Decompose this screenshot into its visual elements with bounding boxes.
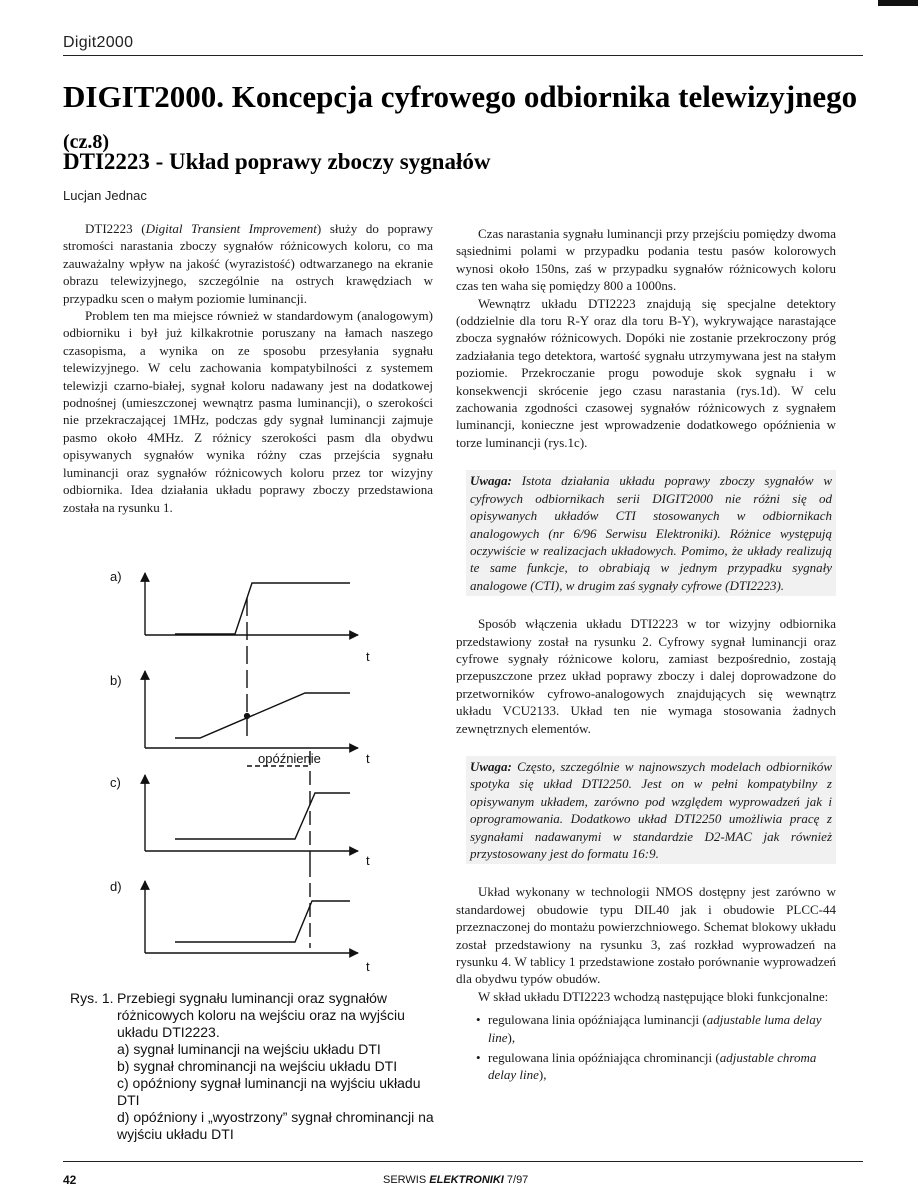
paragraph: Układ wykonany w technologii NMOS dostępny jest zarówno w standardowej obudowie typu DIL40 jak i obudowie PLCC-44 przeznaczonej do montażu powierzchniowego. Schemat blokowy układu został przedstawiony na rysunku 3, zaś rozkład wyprowadzeń na rysunku 4. W tablicy 1 przedstawione zostało porównanie wyprowadzeń dla obydwu typów obudów. (456, 884, 836, 987)
signal-d (175, 901, 350, 942)
footer-magazine (383, 1174, 528, 1186)
bullet: • (476, 1012, 481, 1028)
paragraph: Wewnątrz układu DTI2223 znajdują się specjalne detektory (oddzielnie dla toru R-Y oraz dla toru B-Y), wykrywające narastające zbocza sygnałów różnicowych. Dopóki nie zostanie przekroczony próg zadziałania tego detektora, wartość sygnału utrzymywana jest na stałym poziomie. Przekroczanie progu powoduje skok sygnału i w konsekwencji skrócenie jego czasu narastania (rys.1d). W celu zachowania zgodności czasowej sygnałów różnicowych z sygnałem luminancji, konieczne jest wprowadzenie dodatkowego opóźnienia w torze luminancji (rys.1c). (456, 295, 836, 450)
signal-c (175, 793, 350, 839)
title-main: DIGIT2000. Koncepcja cyfrowego odbiornika telewizyjnego (63, 79, 858, 114)
caption-item: c) opóźniony sygnał luminancji na wyjściu układu DTI (117, 1075, 421, 1108)
p1-rest: ) służy do poprawy stromości narastania zboczy sygnałów różnicowych koloru, co ma zauważalny wpływ na jakość (wyrazistość) odtwarzanego na ekranie obrazu telewizyjnego, szczególnie na ostrych krawędziach w przypadku scen o małym poziomie luminancji. (63, 221, 433, 306)
signal-a (175, 583, 350, 634)
figure-1 (100, 563, 390, 983)
figure-1-diagram (100, 563, 390, 983)
note-label: Uwaga: (470, 473, 512, 489)
note-label: Uwaga: (470, 758, 512, 774)
figure-caption (70, 990, 440, 1143)
paragraph: Sposób włączenia układu DTI2223 w tor wizyjny odbiornika przedstawiony został na rysunku 2. Cyfrowy sygnał luminancji oraz cyfrowe sygnały różnicowe koloru, zamiast bezpośrednio, zostają przepuszczone przez układ poprawy zboczy i dalej doprowadzone do przetworników cyfrowo-analogowych znajdujących się wewnątrz układu VCU2133. Układ ten nie wymaga stosowania żadnych zewnętrznych elementów. (456, 616, 836, 736)
list-text: regulowana linia opóźniająca chrominancji ( (488, 1050, 720, 1066)
label-b: b) (110, 673, 122, 688)
caption-text: Przebiegi sygnału luminancji oraz sygnałów różnicowych koloru na wejściu oraz na wyjściu układu DTI2223. (117, 990, 405, 1040)
mag-name: SERWIS (383, 1174, 427, 1186)
list-item (478, 1011, 836, 1046)
list-italic: adjustable luma delay line (488, 1012, 822, 1045)
t-label-d: t (366, 959, 370, 974)
caption-item: b) sygnał chrominancji na wejściu układu DTI (117, 1058, 398, 1074)
caption-item: d) opóźniony i „wyostrzony” sygnał chrominancji na wyjściu układu DTI (117, 1109, 434, 1142)
caption-head (70, 990, 440, 1041)
delay-label: opóźnienie (258, 751, 321, 766)
list-end: ), (538, 1067, 547, 1083)
article-subtitle: DTI2223 - Układ poprawy zboczy sygnałów (63, 149, 491, 174)
caption-prefix: Rys. 1. (70, 990, 114, 1006)
list-text: regulowana linia opóźniająca luminancji ( (488, 1012, 707, 1028)
paragraph: W skład układu DTI2223 wchodzą następujące bloki funkcjonalne: (478, 988, 829, 1004)
list-item (478, 1049, 836, 1084)
label-d: d) (110, 879, 122, 894)
page-number: 42 (63, 1173, 77, 1187)
bottom-rule (63, 1161, 863, 1162)
note-text: Istota działania układu poprawy zboczy sygnałów w cyfrowych odbiornikach serii DIGIT2000 nie różni się od opisywanych układów CTI stosowanych w odbiornikach analogowych (nr 6/96 Serwisu Elektroniki). Różnice występują oczywiście w realizacjach układowych. Pomimo, że układy realizują te same funkcje, to obrabiają w jednym przypadku sygnały analogowe (CTI), w drugim zaś sygnały cyfrowe (DTI2223). (470, 473, 832, 593)
t-label-b: t (366, 751, 370, 766)
t-label-a: t (366, 649, 370, 664)
label-a: a) (110, 569, 122, 584)
midpoint-b (245, 714, 250, 719)
page-corner-mark (878, 0, 918, 6)
list-end: ), (507, 1029, 516, 1045)
p1-acronym: Digital Transient Improvement (145, 221, 317, 236)
note-box (466, 756, 836, 864)
caption-item: a) sygnał luminancji na wejściu układu DTI (117, 1041, 381, 1057)
p1-prefix: DTI2223 ( (85, 221, 146, 236)
left-column (63, 220, 433, 516)
issue: 7/97 (506, 1174, 529, 1186)
paragraph (63, 220, 433, 307)
note-text: Często, szczególnie w najnowszych modelach odbiorników spotyka się układ DTI2250. Jest on w pełni kompatybilny z opisywanym układem, zarówno pod względem wyprowadzeń jak i oprogramowania. Dodatkowo układ DTI2250 umożliwia pracę z sygnałami nadawanymi w standardzie D2-MAC jak również przystosowany jest do formatu 16:9. (470, 758, 832, 861)
label-c: c) (110, 775, 121, 790)
t-label-c: t (366, 853, 370, 868)
paragraph: Czas narastania sygnału luminancji przy przejściu pomiędzy dwoma sąsiednimi polami w przypadku podania testu pasów kolorowych wynosi około 150ns, zaś w przypadku sygnałów różnicowych koloru czas ten waha się pomiędzy 800 a 1000ns. (456, 226, 836, 294)
note-box (466, 470, 836, 596)
running-head: Digit2000 (63, 34, 134, 51)
signal-b (175, 693, 350, 738)
function-list (456, 1011, 836, 1084)
title-part: (cz.8) (63, 131, 110, 153)
author: Lucjan Jednac (63, 188, 147, 203)
list-italic: adjustable chroma delay line (488, 1050, 817, 1083)
right-column (456, 225, 836, 1087)
bullet: • (476, 1050, 481, 1066)
paragraph: Problem ten ma miejsce również w standardowym (analogowym) odbiorniku i był już kilkakrotnie poruszany na łamach naszego czasopisma, a wynika on ze sposobu przesyłania sygnału telewizyjnego. W celu zachowania kompatybilności z systemem telewizji czarno-białej, sygnał koloru nadawany jest na dodatkowej podnośnej (umieszczonej wewnątrz pasma luminancji), o szerokości nie przekraczającej 1MHz, podczas gdy sygnał luminancji zajmuje pasmo około 4MHz. Z różnicy szerokości pasm dla obydwu opisywanych sygnałów wynika różny czas przejścia sygnału luminancji oraz sygnałów różnicowych koloru przez tor wizyjny odbiornika. Idea działania układu poprawy zboczy przedstawiona została na rysunku 1. (63, 308, 433, 515)
mag-brand: ELEKTRONIKI (429, 1174, 504, 1186)
top-rule (63, 55, 863, 56)
